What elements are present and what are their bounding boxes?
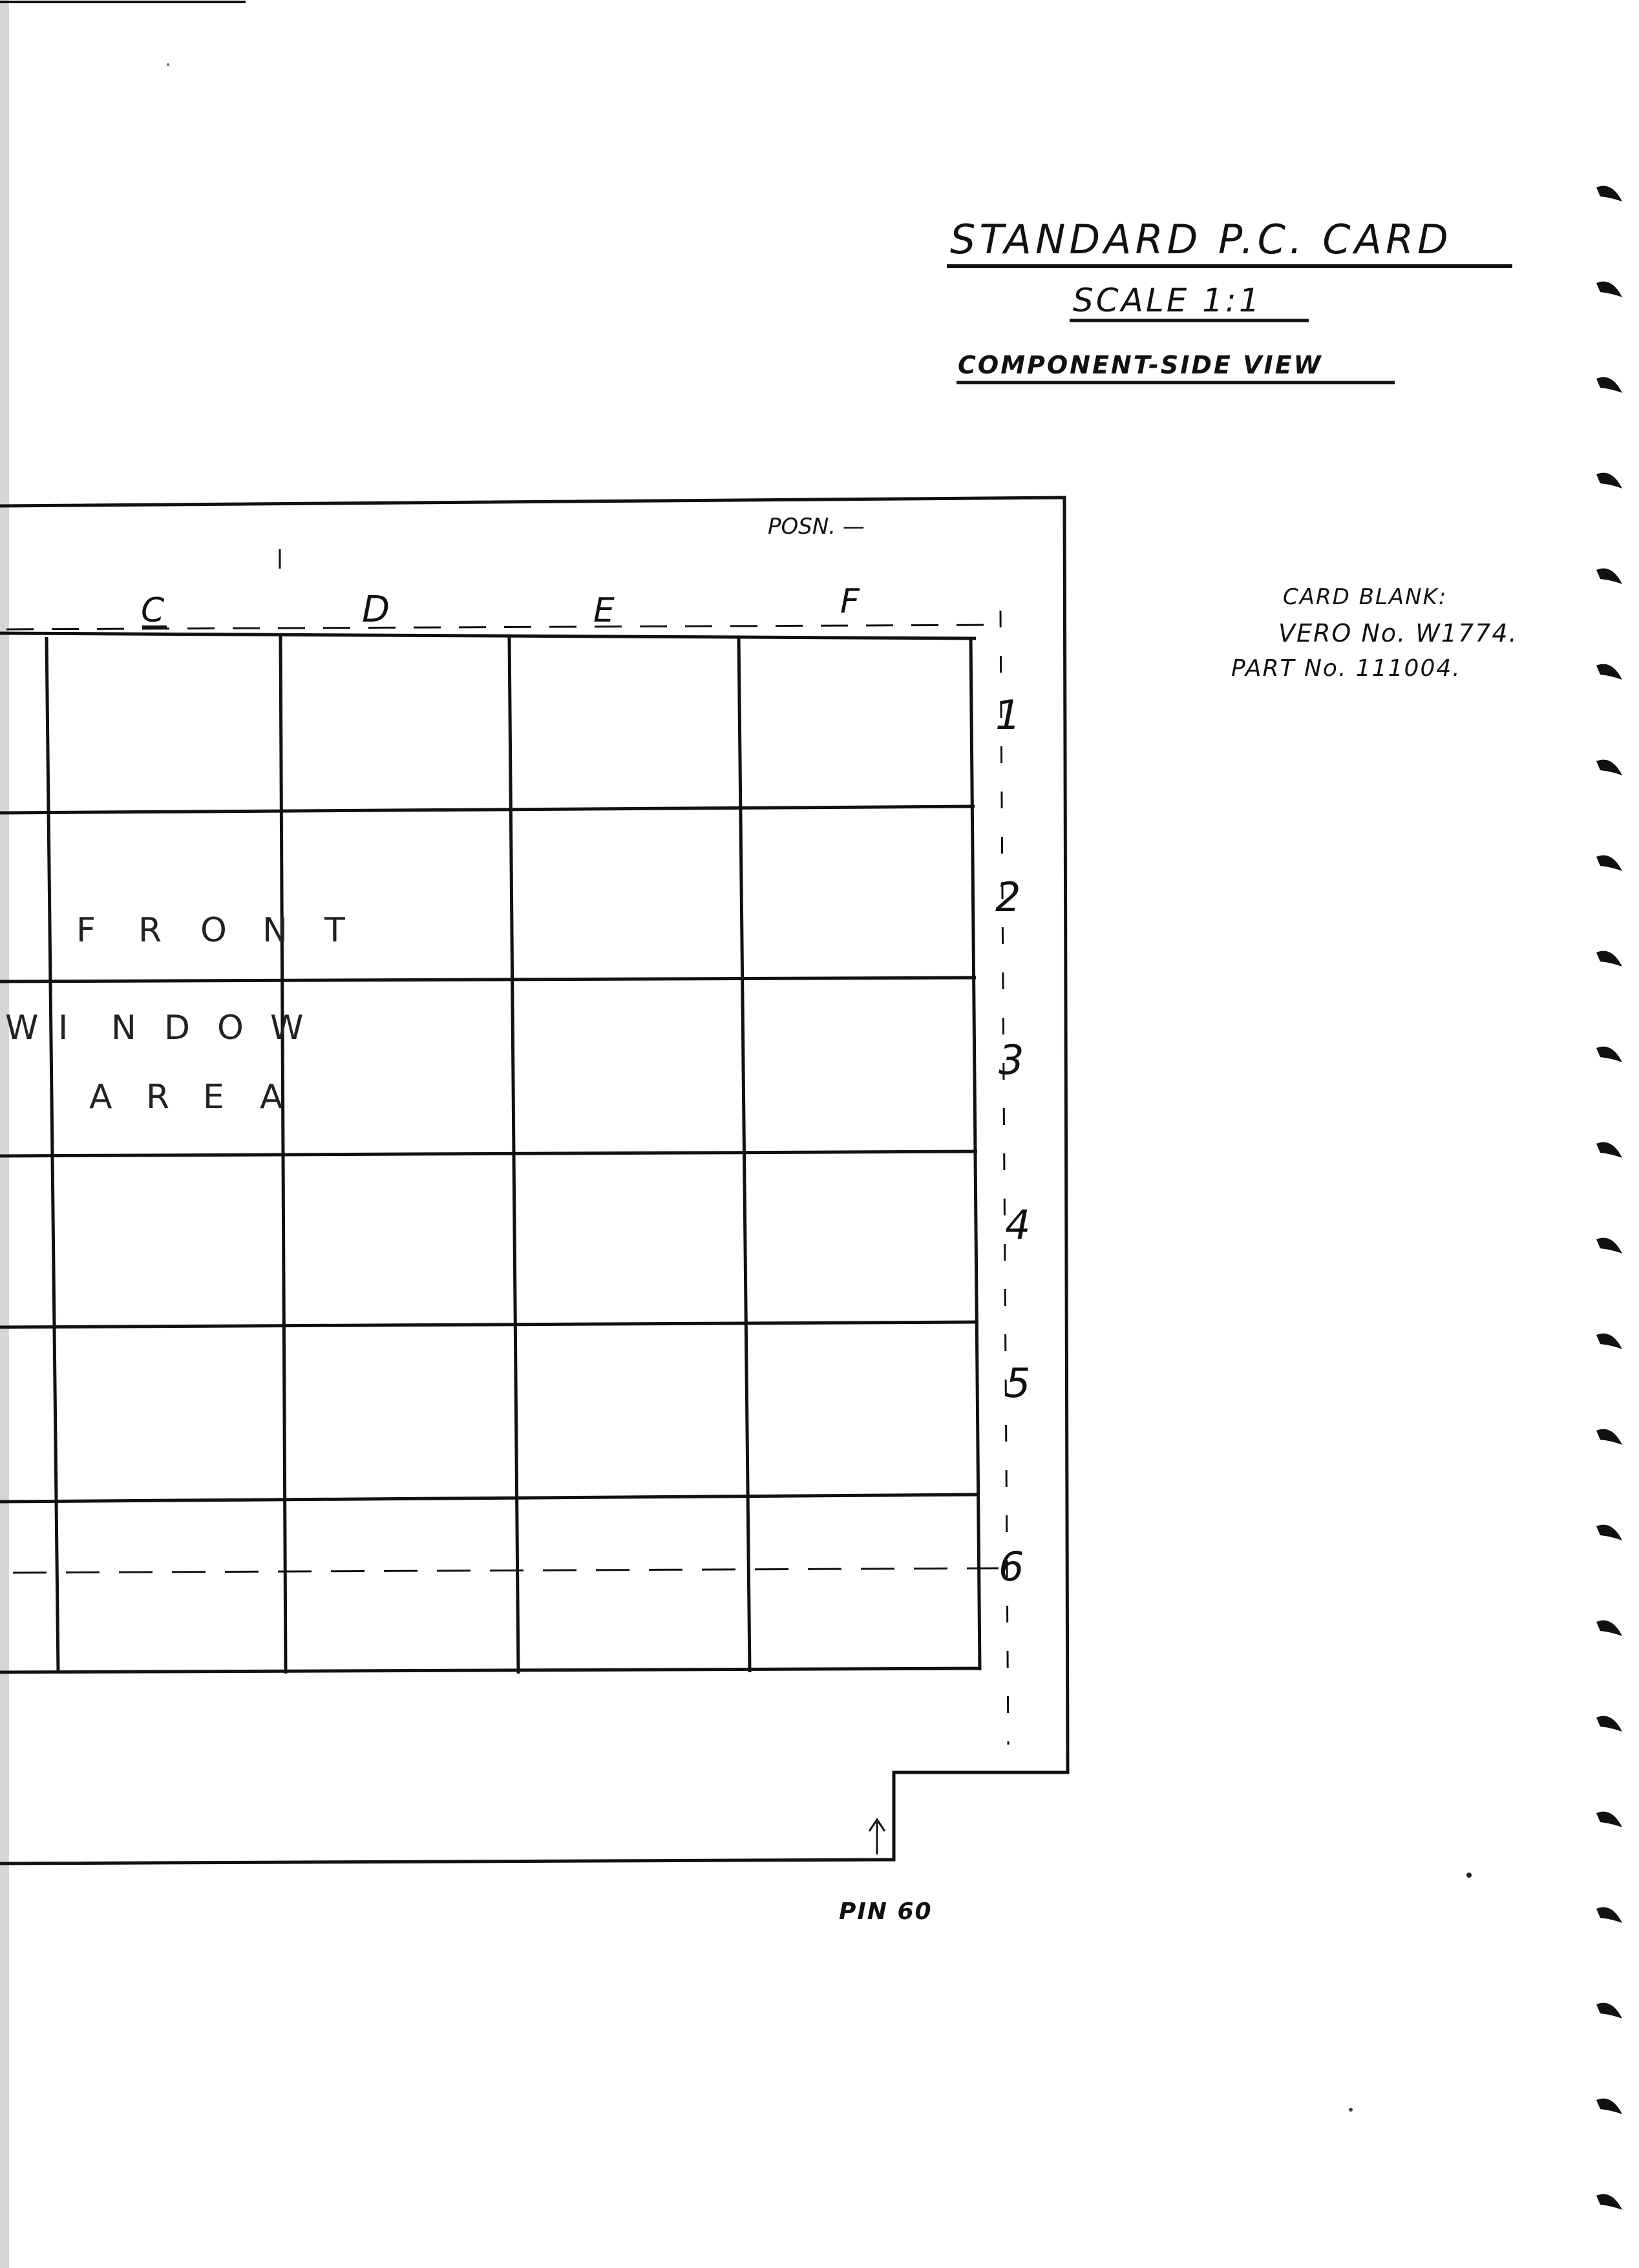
page-edge-shadow xyxy=(0,0,9,2268)
grid-hline-1 xyxy=(0,633,976,638)
speck xyxy=(1349,2108,1353,2112)
front-letter: R xyxy=(138,911,162,950)
binder-hole xyxy=(1596,856,1622,871)
area-letter: E xyxy=(203,1078,224,1117)
window-letter: W xyxy=(5,1009,39,1047)
speck xyxy=(1466,1873,1472,1878)
binder-hole xyxy=(1596,760,1622,775)
grid-vline-4 xyxy=(739,637,750,1672)
column-label-c: C xyxy=(141,591,165,630)
binder-hole xyxy=(1596,1429,1622,1445)
card-outline xyxy=(0,498,1068,1864)
vero-number: VERO No. W1774. xyxy=(1278,619,1518,647)
row-label-4: 4 xyxy=(1005,1201,1031,1248)
row-label-5: 5 xyxy=(1005,1360,1031,1407)
front-letter: F xyxy=(76,911,96,950)
front-label xyxy=(76,911,345,950)
binder-hole xyxy=(1596,951,1622,967)
binder-hole xyxy=(1596,664,1622,680)
column-label-f: F xyxy=(840,582,860,621)
binder-hole xyxy=(1596,1334,1622,1349)
window-letter: I xyxy=(58,1009,69,1047)
binder-hole xyxy=(1596,1047,1622,1062)
area-label xyxy=(89,1078,283,1117)
binder-hole xyxy=(1596,2099,1622,2114)
binder-hole xyxy=(1596,186,1622,202)
window-letter: N xyxy=(111,1009,136,1047)
front-letter: O xyxy=(200,911,227,950)
binder-hole xyxy=(1596,377,1622,393)
window-letter: D xyxy=(164,1009,191,1047)
grid-vline-5 xyxy=(971,637,980,1670)
drawing-view: COMPONENT-SIDE VIEW xyxy=(958,351,1323,379)
binder-hole xyxy=(1596,282,1622,297)
speck xyxy=(167,63,169,66)
drawing-scale: SCALE 1:1 xyxy=(1073,282,1262,319)
binder-hole xyxy=(1596,1907,1622,1923)
binder-hole xyxy=(1596,1621,1622,1636)
row-label-1: 1 xyxy=(995,691,1021,739)
row-label-6: 6 xyxy=(999,1543,1024,1590)
binder-hole xyxy=(1596,1142,1622,1158)
grid-hline-2 xyxy=(0,806,975,813)
binder-hole xyxy=(1596,1525,1622,1540)
area-letter: A xyxy=(260,1078,283,1117)
grid-hline-4 xyxy=(0,1151,977,1156)
binder-hole xyxy=(1596,473,1622,488)
row-label-3: 3 xyxy=(999,1036,1024,1084)
grid-hline-7 xyxy=(0,1668,981,1672)
grid-hline-5 xyxy=(0,1322,978,1327)
column-label-d: D xyxy=(362,589,390,631)
binder-hole xyxy=(1596,1812,1622,1827)
grid-dashed-bottom xyxy=(13,1568,999,1573)
grid-hline-6 xyxy=(0,1495,980,1502)
binder-hole xyxy=(1596,1716,1622,1732)
part-number: PART No. 111004. xyxy=(1231,655,1461,682)
area-letter: R xyxy=(146,1078,170,1117)
posn-label: POSN. — xyxy=(768,514,865,540)
binder-hole xyxy=(1596,2003,1622,2019)
area-letter: A xyxy=(89,1078,112,1117)
front-letter: N xyxy=(262,911,288,950)
binder-hole xyxy=(1596,1238,1622,1254)
component-grid xyxy=(0,549,1008,1745)
pin-60-label: PIN 60 xyxy=(839,1898,933,1925)
binder-hole xyxy=(1596,569,1622,584)
window-letter: W xyxy=(270,1009,304,1047)
row-label-2: 2 xyxy=(995,874,1021,921)
binder-hole xyxy=(1596,2194,1622,2210)
column-label-e: E xyxy=(593,591,615,630)
window-letter: O xyxy=(217,1009,244,1047)
grid-hline-3 xyxy=(0,978,976,982)
front-letter: T xyxy=(324,911,345,950)
drawing-title: STANDARD P.C. CARD xyxy=(950,216,1452,263)
binder-holes xyxy=(1596,186,1622,2210)
card-blank-label: CARD BLANK: xyxy=(1283,584,1448,610)
